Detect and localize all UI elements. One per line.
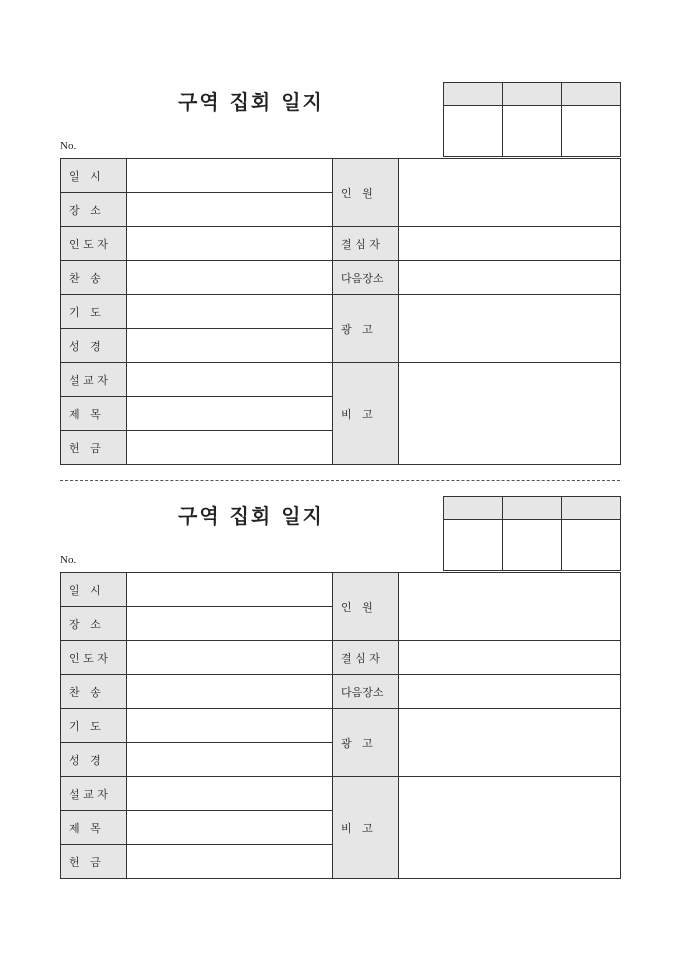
stamp-box-2[interactable] [503, 106, 562, 157]
approval-stamp-boxes [443, 82, 621, 157]
offering-label: 헌 금 [61, 845, 127, 879]
attendance-field[interactable] [399, 573, 621, 641]
prayer-field[interactable] [127, 709, 333, 743]
leader-label: 인 도 자 [61, 641, 127, 675]
hymn-field[interactable] [127, 261, 333, 295]
subject-label: 제 목 [61, 397, 127, 431]
meeting-log-form-1 [0, 0, 680, 455]
resolution-field[interactable] [399, 227, 621, 261]
next-place-label: 다음장소 [333, 675, 399, 709]
stamp-header-2 [503, 497, 562, 520]
datetime-field[interactable] [127, 159, 333, 193]
hymn-label: 찬 송 [61, 261, 127, 295]
stamp-header-2 [503, 83, 562, 106]
form-title: 구역 집회 일지 [178, 504, 324, 528]
offering-label: 헌 금 [61, 431, 127, 465]
preacher-field[interactable] [127, 363, 333, 397]
scripture-label: 성 경 [61, 743, 127, 777]
scripture-label: 성 경 [61, 329, 127, 363]
leader-label: 인 도 자 [61, 227, 127, 261]
place-label: 장 소 [61, 193, 127, 227]
next-place-label: 다음장소 [333, 261, 399, 295]
meeting-info-table [60, 572, 621, 879]
stamp-header-1 [444, 497, 503, 520]
announcement-label: 광 고 [333, 295, 399, 363]
announcement-field[interactable] [399, 295, 621, 363]
announcement-label: 광 고 [333, 709, 399, 777]
datetime-label: 일 시 [61, 573, 127, 607]
place-field[interactable] [127, 193, 333, 227]
datetime-label: 일 시 [61, 159, 127, 193]
scripture-field[interactable] [127, 329, 333, 363]
stamp-header-3 [562, 497, 621, 520]
hymn-label: 찬 송 [61, 675, 127, 709]
prayer-field[interactable] [127, 295, 333, 329]
meeting-log-form-2 [0, 414, 680, 869]
announcement-field[interactable] [399, 709, 621, 777]
leader-field[interactable] [127, 641, 333, 675]
stamp-box-1[interactable] [444, 520, 503, 571]
resolution-label: 결 심 자 [333, 641, 399, 675]
resolution-label: 결 심 자 [333, 227, 399, 261]
stamp-header-1 [444, 83, 503, 106]
prayer-label: 기 도 [61, 295, 127, 329]
attendance-label: 인 원 [333, 573, 399, 641]
remarks-field[interactable] [399, 777, 621, 879]
resolution-field[interactable] [399, 641, 621, 675]
attendance-label: 인 원 [333, 159, 399, 227]
stamp-header-3 [562, 83, 621, 106]
stamp-box-1[interactable] [444, 106, 503, 157]
offering-field[interactable] [127, 845, 333, 879]
remarks-label: 비 고 [333, 777, 399, 879]
stamp-box-3[interactable] [562, 106, 621, 157]
subject-field[interactable] [127, 811, 333, 845]
form-title: 구역 집회 일지 [178, 90, 324, 114]
subject-label: 제 목 [61, 811, 127, 845]
preacher-label: 설 교 자 [61, 363, 127, 397]
datetime-field[interactable] [127, 573, 333, 607]
place-label: 장 소 [61, 607, 127, 641]
hymn-field[interactable] [127, 675, 333, 709]
leader-field[interactable] [127, 227, 333, 261]
attendance-field[interactable] [399, 159, 621, 227]
number-label: No. [60, 554, 77, 566]
next-place-field[interactable] [399, 261, 621, 295]
remarks-label: 비 고 [333, 363, 399, 465]
stamp-box-2[interactable] [503, 520, 562, 571]
next-place-field[interactable] [399, 675, 621, 709]
number-label: No. [60, 140, 77, 152]
preacher-label: 설 교 자 [61, 777, 127, 811]
scripture-field[interactable] [127, 743, 333, 777]
approval-stamp-boxes [443, 496, 621, 571]
preacher-field[interactable] [127, 777, 333, 811]
stamp-box-3[interactable] [562, 520, 621, 571]
place-field[interactable] [127, 607, 333, 641]
prayer-label: 기 도 [61, 709, 127, 743]
